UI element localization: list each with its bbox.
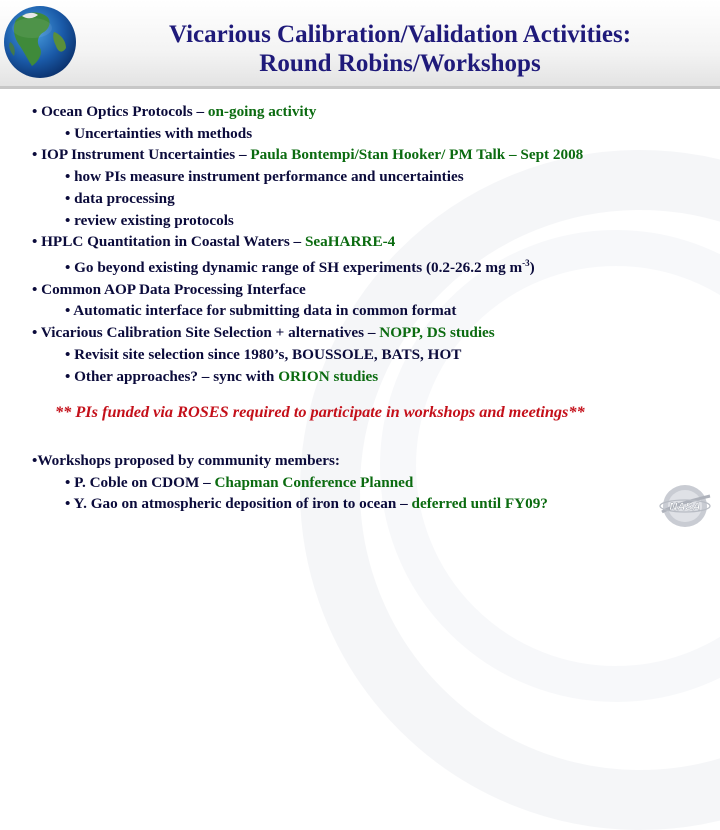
bullet-highlight: SeaHARRE-4 — [304, 233, 396, 251]
bullet-iop-uncertainties — [32, 144, 702, 166]
title-line-2: Round Robins/Workshops — [259, 50, 541, 77]
sub-bullet-revisit-sites — [32, 344, 702, 366]
sub-bullet-automatic-interface — [32, 300, 702, 322]
bullet-text: • Uncertainties with methods — [65, 124, 253, 142]
sub-bullet-other-approaches — [32, 366, 702, 388]
bullet-aop-interface — [32, 279, 702, 301]
bullet-text: • data processing — [65, 189, 175, 207]
sub-bullet-uncertainties — [32, 123, 702, 145]
sub-bullet-data-processing — [32, 188, 702, 210]
workshops-heading: •Workshops proposed by community members: — [32, 452, 340, 469]
bullet-highlight: deferred until FY09? — [411, 495, 548, 513]
superscript: -3 — [522, 257, 530, 268]
bullet-text: • Ocean Optics Protocols – — [32, 103, 208, 120]
bullet-text: • Other approaches? – sync with — [65, 367, 279, 385]
globe-image — [2, 2, 78, 82]
workshop-item-coble — [32, 472, 702, 494]
title-line-1: Vicarious Calibration/Validation Activities: — [168, 21, 632, 48]
sub-bullet-review-protocols — [32, 210, 702, 232]
bullet-text: • review existing protocols — [65, 211, 234, 229]
workshops-section — [32, 450, 702, 515]
roses-note: ** PIs funded via ROSES required to participate in workshops and meetings** — [55, 402, 585, 421]
bullet-list — [32, 101, 702, 387]
bullet-highlight: ORION studies — [278, 367, 379, 385]
bullet-text: • HPLC Quantitation in Coastal Waters – — [32, 233, 305, 251]
sub-bullet-pis-measure — [32, 166, 702, 188]
sub-bullet-dynamic-range — [32, 253, 702, 279]
workshop-item-gao — [32, 493, 702, 515]
bullet-text: • Vicarious Calibration Site Selection + alternatives – — [32, 324, 380, 342]
bullet-text: • how PIs measure instrument performance and uncertainties — [65, 168, 464, 186]
title-divider — [0, 86, 720, 89]
bullet-hplc — [32, 231, 702, 253]
bullet-text: • IOP Instrument Uncertainties – — [32, 146, 251, 164]
bullet-site-selection — [32, 322, 702, 344]
svg-text:NASA: NASA — [669, 501, 701, 513]
bullet-highlight: Paula Bontempi/Stan Hooker/ PM Talk – Sept 2008 — [250, 146, 584, 164]
bullet-text: ) — [529, 258, 535, 276]
bullet-text: • Common AOP Data Processing Interface — [32, 280, 306, 298]
page-title — [80, 20, 720, 78]
bullet-text: • Go beyond existing dynamic range of SH experiments (0.2-26.2 mg m — [65, 258, 523, 276]
bullet-ocean-optics — [32, 101, 702, 123]
bullet-highlight: Chapman Conference Planned — [214, 473, 414, 491]
bullet-highlight: on-going activity — [207, 103, 317, 120]
bullet-highlight: NOPP, DS studies — [379, 324, 495, 342]
bullet-text: • Y. Gao on atmospheric deposition of iron to ocean – — [65, 495, 412, 513]
nasa-logo — [656, 482, 714, 530]
bullet-text: • Automatic interface for submitting data in common format — [65, 302, 457, 320]
bullet-text: • Revisit site selection since 1980’s, BOUSSOLE, BATS, HOT — [65, 345, 462, 363]
bullet-text: • P. Coble on CDOM – — [65, 473, 215, 491]
